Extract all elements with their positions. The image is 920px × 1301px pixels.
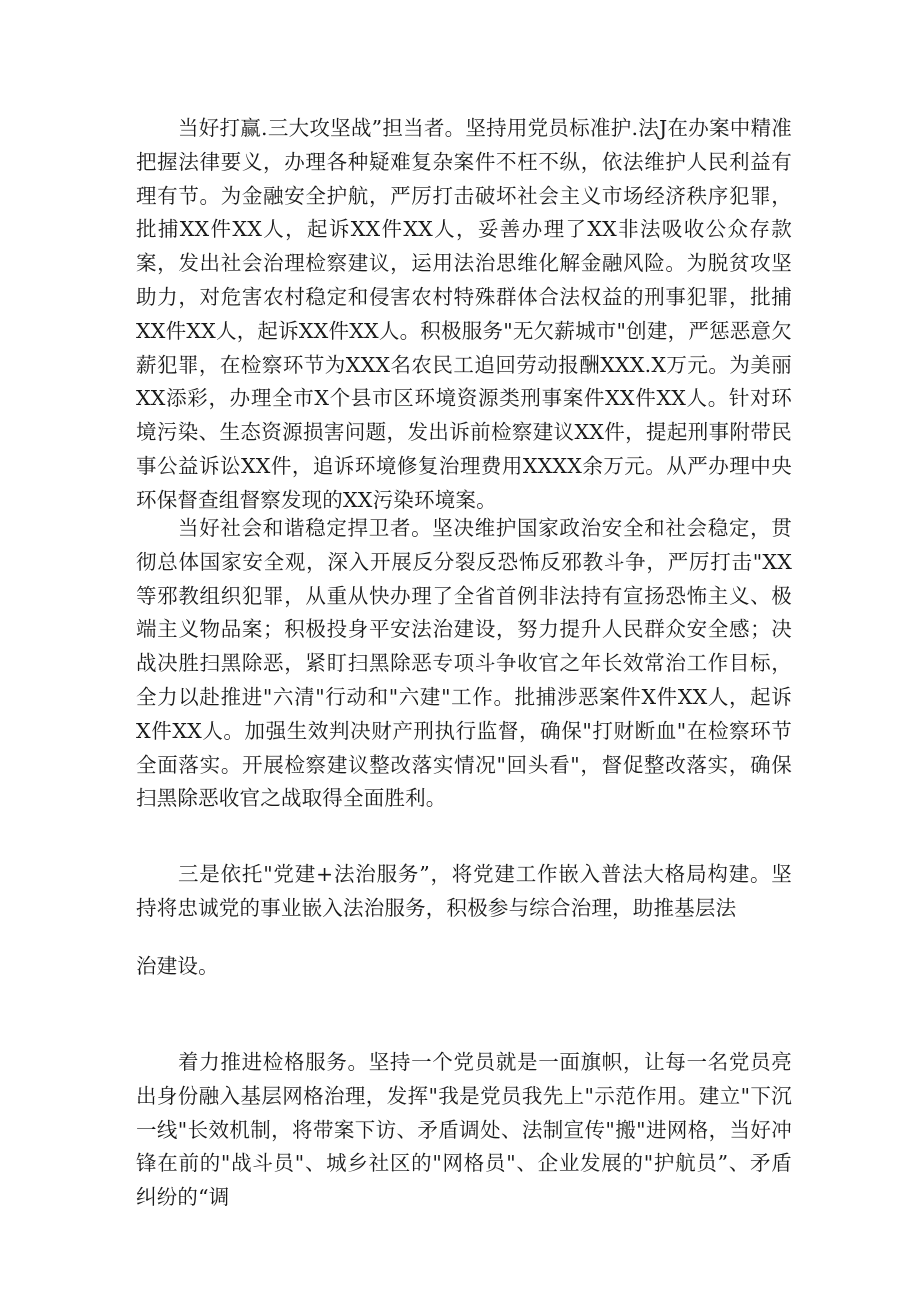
paragraph-social-stability: 当好社会和谐稳定捍卫者。坚决维护国家政治安全和社会稳定，贯彻总体国家安全观，深入开展反分裂反恐怖反邪教斗争，严厉打击"XX等邪教组织犯罪，从重从快办理了全省首例非法持有宣扬恐怖主义、极端主义物品案；积极投身平安法治建设，努力提升人民群众安全感；决战决胜扫黑除恶，紧盯扫黑除恶专项斗争收官之年长效常治工作目标，全力以赴推进"六清"行动和"六建"工作。批捕涉恶案件X件XX人，起诉X件XX人。加强生效判决财产刑执行监督，确保"打财断血"在检察环节全面落实。开展检察建议整改落实情况"回头看"，督促整改落实，确保扫黑除恶收官之战取得全面胜利。	[136, 516, 792, 811]
paragraph-three-battles: 当好打赢.三大攻坚战”担当者。坚持用党员标准护.法J在办案中精准把握法律要义，办理各种疑难复杂案件不枉不纵，依法维护人民利益有理有节。为金融安全护航，严厉打击破坏社会主义市场经济秩序犯罪，批捕XX件XX人，起诉XX件XX人，妥善办理了XX非法吸收公众存款案，发出社会治理检察建议，运用法治思维化解金融风险。为脱贫攻坚助力，对危害农村稳定和侵害农村特殊群体合法权益的刑事犯罪，批捕XX件XX人，起诉XX件XX人。积极服务"无欠薪城市"创建，严惩恶意欠薪犯罪，在检察环节为XXX名农民工追回劳动报酬XXX.X万元。为美丽XX添彩，办理全市X个县市区环境资源类刑事案件XX件XX人。针对环境污染、生态资源损害问题，发出诉前检察建议XX件，提起刑事附带民事公益诉讼XX件，追诉环境修复治理费用XXXX余万元。从严办理中央环保督查组督察发现的XX污染环境案。	[136, 116, 792, 512]
paragraph-grid-service: 着力推进检格服务。坚持一个党员就是一面旗帜，让每一名党员亮出身份融入基层网格治理，发挥"我是党员我先上"示范作用。建立"下沉一线"长效机制，将带案下访、矛盾调处、法制宣传"搬"进网格，当好冲锋在前的"战斗员"、城乡社区的"网格员"、企业发展的"护航员”、矛盾纠纷的“调	[136, 1050, 792, 1210]
paragraph-continuation: 治建设。	[136, 954, 219, 978]
paragraph-party-building-legal-service: 三是依托"党建+法治服务”，将党建工作嵌入普法大格局构建。坚持将忠诚党的事业嵌入法治服务，积极参与综合治理，助推基层法	[136, 862, 792, 920]
